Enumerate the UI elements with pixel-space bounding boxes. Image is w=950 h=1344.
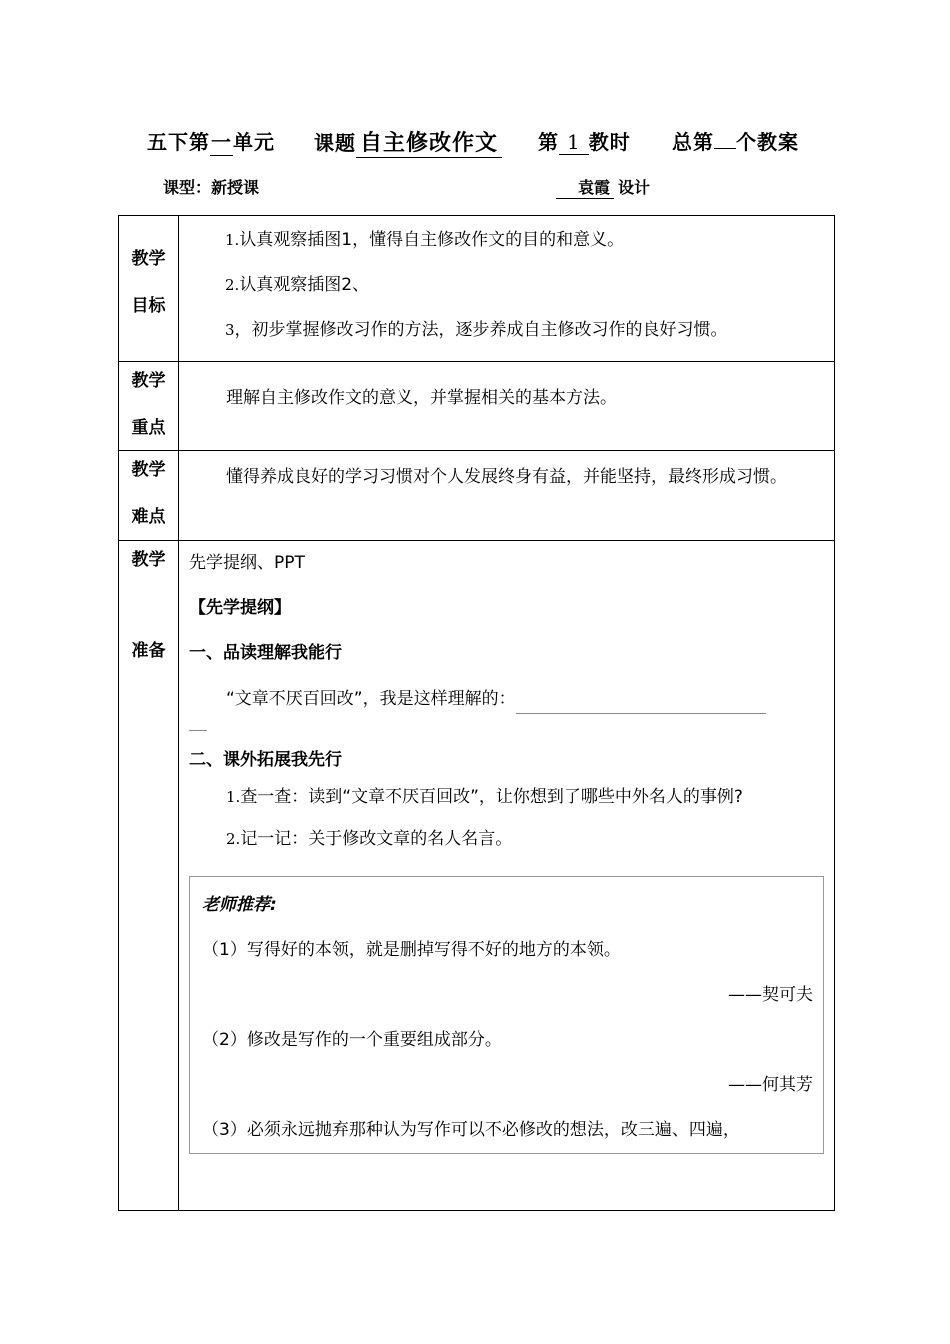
row-preparation bbox=[119, 541, 835, 1211]
unit-number: 一 bbox=[210, 126, 233, 156]
answer-blank-continued bbox=[189, 714, 824, 738]
topic-info: 课题 自主修改作文 bbox=[314, 126, 502, 158]
designer-name: 袁霞 bbox=[556, 175, 614, 199]
goal-item: 2.认真观察插图2、 bbox=[225, 275, 370, 295]
goals-content bbox=[179, 216, 835, 362]
section1-title: 一、品读理解我能行 bbox=[189, 643, 342, 663]
lesson-count: 第 1 教时 bbox=[538, 130, 631, 154]
quote-2: （2）修改是写作的一个重要组成部分。 bbox=[202, 1030, 502, 1050]
task1: 1.查一查：读到“文章不厌百回改”，让你想到了哪些中外名人的事例? bbox=[226, 787, 743, 807]
total-count: 总第 个教案 bbox=[672, 130, 799, 154]
key-points-content bbox=[179, 362, 835, 451]
task2: 2.记一记：关于修改文章的名人名言。 bbox=[226, 829, 513, 849]
lesson-type: 课型：新授课 bbox=[163, 178, 260, 197]
quote-1-author: ——契可夫 bbox=[728, 985, 813, 1005]
row-goals bbox=[119, 216, 835, 362]
lesson-subheader bbox=[0, 175, 950, 201]
goal-item: 3，初步掌握修改习作的方法，逐步养成自主修改习作的良好习惯。 bbox=[225, 320, 728, 340]
teacher-recommendation-box bbox=[189, 876, 824, 1154]
label-preparation: 教学 准备 bbox=[119, 541, 179, 1211]
box-title: 老师推荐: bbox=[202, 895, 277, 915]
goal-item: 1.认真观察插图1，懂得自主修改作文的目的和意义。 bbox=[225, 230, 625, 250]
quote-1: （1）写得好的本领，就是删掉写得不好的地方的本领。 bbox=[202, 940, 621, 960]
total-number-blank bbox=[714, 128, 736, 149]
section2-title: 二、课外拓展我先行 bbox=[189, 750, 342, 770]
prep-intro: 先学提纲、PPT bbox=[189, 553, 305, 573]
designer-info: 袁霞 设计 bbox=[556, 175, 650, 199]
lesson-number: 1 bbox=[559, 130, 589, 155]
difficulties-content bbox=[179, 451, 835, 541]
lesson-header bbox=[0, 126, 950, 160]
label-goals: 教学 目标 bbox=[119, 216, 179, 362]
label-key-points: 教学 重点 bbox=[119, 362, 179, 451]
row-key-points bbox=[119, 362, 835, 451]
label-difficulties: 教学 难点 bbox=[119, 451, 179, 541]
preparation-content bbox=[179, 541, 835, 1211]
unit-info: 五下第一单元 bbox=[147, 126, 275, 156]
section1-prompt: “文章不厌百回改”，我是这样理解的： bbox=[189, 684, 824, 714]
quote-3: （3）必须永远抛弃那种认为写作可以不必修改的想法，改三遍、四遍， bbox=[202, 1120, 740, 1140]
topic-title: 自主修改作文 bbox=[356, 126, 502, 158]
row-difficulties bbox=[119, 451, 835, 541]
lesson-plan-table bbox=[118, 215, 835, 1211]
key-points-text: 理解自主修改作文的意义，并掌握相关的基本方法。 bbox=[226, 388, 617, 408]
outline-title: 【先学提纲】 bbox=[189, 598, 291, 618]
difficulties-text: 懂得养成良好的学习习惯对个人发展终身有益，并能坚持，最终形成习惯。 bbox=[226, 467, 787, 487]
answer-blank[interactable] bbox=[516, 697, 766, 714]
quote-2-author: ——何其芳 bbox=[728, 1075, 813, 1095]
